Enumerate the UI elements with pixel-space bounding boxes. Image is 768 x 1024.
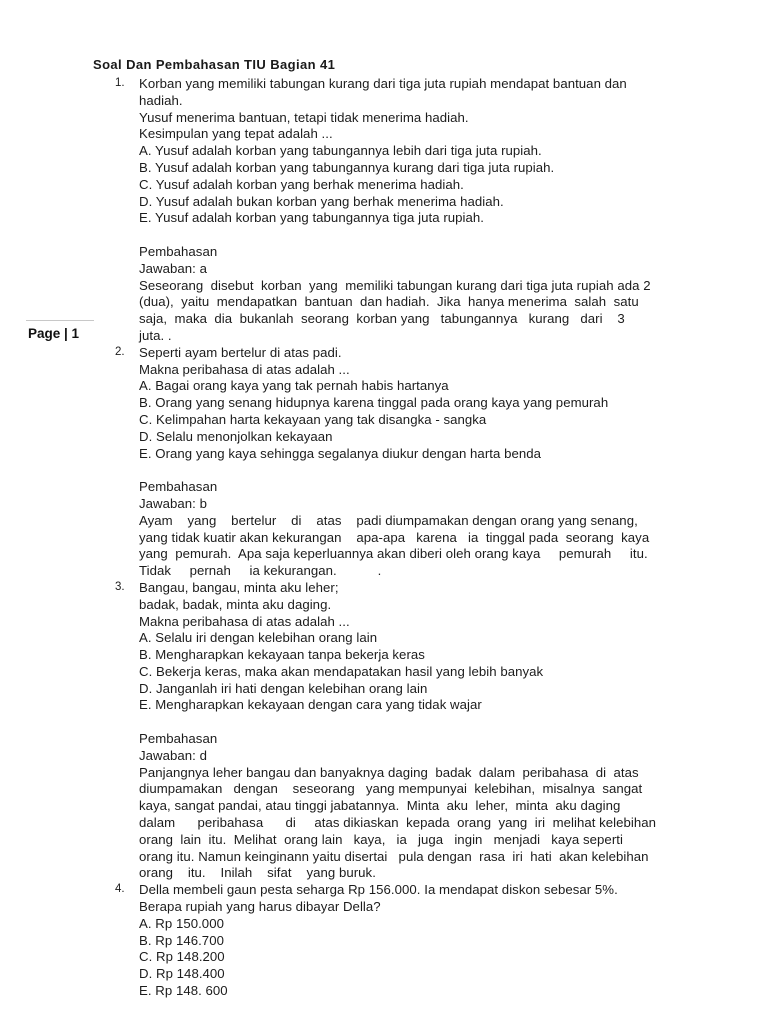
answer-option-a: A. Bagai orang kaya yang tak pernah habis hartanya bbox=[139, 378, 449, 394]
question-text-line: Della membeli gaun pesta seharga Rp 156.000. Ia mendapat diskon sebesar 5%. bbox=[139, 882, 618, 898]
spacer bbox=[139, 462, 739, 479]
discussion-label: Pembahasan bbox=[139, 479, 218, 495]
question-text-line: Bangau, bangau, minta aku leher; bbox=[139, 579, 339, 595]
answer-option-c: C. Rp 148.200 bbox=[139, 949, 225, 965]
answer-option-e: E. Mengharapkan kekayaan dengan cara yang tidak wajar bbox=[139, 697, 482, 713]
explanation-line: dalam peribahasa di atas dikiaskan kepada orang yang iri melihat kelebihan bbox=[139, 815, 657, 831]
question-text-line: Seperti ayam bertelur di atas padi. bbox=[139, 344, 342, 360]
answer-option-c: C. Bekerja keras, maka akan mendapatakan hasil yang lebih banyak bbox=[139, 663, 544, 679]
explanation-line: orang itu. Namun keinginann yaitu disertai pula dengan rasa iri hati akan kelebihan bbox=[139, 848, 649, 864]
answer-option-b: B. Orang yang senang hidupnya karena tinggal pada orang kaya yang pemurah bbox=[139, 395, 609, 411]
question-number: 1. bbox=[115, 77, 125, 89]
question-list bbox=[0, 76, 768, 1000]
question-text-line: Kesimpulan yang tepat adalah ... bbox=[139, 126, 333, 142]
document-title: Soal Dan Pembahasan TIU Bagian 41 bbox=[93, 57, 336, 72]
answer-option-e: E. Yusuf adalah korban yang tabungannya tiga juta rupiah. bbox=[139, 210, 485, 226]
explanation-line: saja, maka dia bukanlah seorang korban yang tabungannya kurang dari 3 bbox=[139, 311, 625, 327]
question-text-line: Korban yang memiliki tabungan kurang dari tiga juta rupiah mendapat bantuan dan bbox=[139, 76, 627, 91]
question-text-line: Makna peribahasa di atas adalah ... bbox=[139, 361, 350, 377]
answer-option-c: C. Kelimpahan harta kekayaan yang tak disangka - sangka bbox=[139, 411, 487, 427]
question-2 bbox=[0, 345, 739, 580]
question-text-line: badak, badak, minta aku daging. bbox=[139, 596, 332, 612]
discussion-label: Pembahasan bbox=[139, 731, 218, 747]
explanation-line: Tidak pernah ia kekurangan. . bbox=[139, 563, 382, 579]
question-number: 4. bbox=[115, 883, 125, 896]
explanation-line: orang lain itu. Melihat orang lain kaya, ia juga ingin menjadi kaya seperti bbox=[139, 831, 623, 847]
discussion-label: Pembahasan bbox=[139, 243, 218, 259]
question-text-line: Berapa rupiah yang harus dibayar Della? bbox=[139, 899, 381, 915]
explanation-line: yang pemurah. Apa saja keperluannya akan diberi oleh orang kaya pemurah itu. bbox=[139, 546, 648, 562]
question-4 bbox=[0, 882, 739, 1000]
explanation-line: Ayam yang bertelur di atas padi diumpamakan dengan orang yang senang, bbox=[139, 512, 638, 528]
answer-option-d: D. Selalu menonjolkan kekayaan bbox=[139, 428, 333, 444]
answer-option-b: B. Mengharapkan kekayaan tanpa bekerja keras bbox=[139, 647, 425, 663]
explanation-line: (dua), yaitu mendapatkan bantuan dan hadiah. Jika hanya menerima salah satu bbox=[139, 294, 639, 310]
answer-key: Jawaban: b bbox=[139, 495, 207, 511]
explanation-line: Seseorang disebut korban yang memiliki tabungan kurang dari tiga juta rupiah ada 2 bbox=[139, 277, 651, 293]
answer-option-a: A. Selalu iri dengan kelebihan orang lain bbox=[139, 630, 378, 646]
answer-option-c: C. Yusuf adalah korban yang berhak menerima hadiah. bbox=[139, 176, 464, 192]
page-number: Page | 1 bbox=[28, 326, 80, 341]
answer-option-a: A. Yusuf adalah korban yang tabungannya lebih dari tiga juta rupiah. bbox=[139, 143, 542, 159]
answer-key: Jawaban: a bbox=[139, 260, 207, 276]
spacer bbox=[139, 714, 739, 731]
answer-option-d: D. Yusuf adalah bukan korban yang berhak menerima hadiah. bbox=[139, 193, 504, 209]
explanation-line: orang itu. Inilah sifat yang buruk. bbox=[139, 865, 376, 881]
question-number: 3. bbox=[115, 580, 125, 593]
answer-option-d: D. Janganlah iri hati dengan kelebihan orang lain bbox=[139, 680, 428, 696]
question-text-line: Yusuf menerima bantuan, tetapi tidak menerima hadiah. bbox=[139, 109, 469, 125]
spacer bbox=[139, 227, 739, 244]
answer-option-b: B. Yusuf adalah korban yang tabungannya kurang dari tiga juta rupiah. bbox=[139, 159, 555, 175]
answer-option-e: E. Orang yang kaya sehingga segalanya diukur dengan harta benda bbox=[139, 445, 541, 461]
question-3 bbox=[0, 580, 739, 882]
explanation-line: Panjangnya leher bangau dan banyaknya daging badak dalam peribahasa di atas bbox=[139, 764, 639, 780]
answer-option-b: B. Rp 146.700 bbox=[139, 932, 224, 948]
answer-key: Jawaban: d bbox=[139, 747, 207, 763]
question-1 bbox=[0, 76, 739, 345]
answer-option-e: E. Rp 148. 600 bbox=[139, 983, 228, 999]
question-text-line: Makna peribahasa di atas adalah ... bbox=[139, 613, 350, 629]
answer-option-a: A. Rp 150.000 bbox=[139, 915, 224, 931]
explanation-line: yang tidak kuatir akan kekurangan apa-apa karena ia tinggal pada seorang kaya bbox=[139, 529, 650, 545]
question-text-line: hadiah. bbox=[139, 92, 183, 108]
explanation-line: juta. . bbox=[139, 327, 172, 343]
explanation-line: kaya, sangat pandai, atau tinggi jabatannya. Minta aku leher, minta aku daging bbox=[139, 798, 621, 814]
question-number: 2. bbox=[115, 345, 125, 358]
answer-option-d: D. Rp 148.400 bbox=[139, 966, 225, 982]
explanation-line: diumpamakan dengan seseorang yang mempunyai kelebihan, misalnya sangat bbox=[139, 781, 643, 797]
